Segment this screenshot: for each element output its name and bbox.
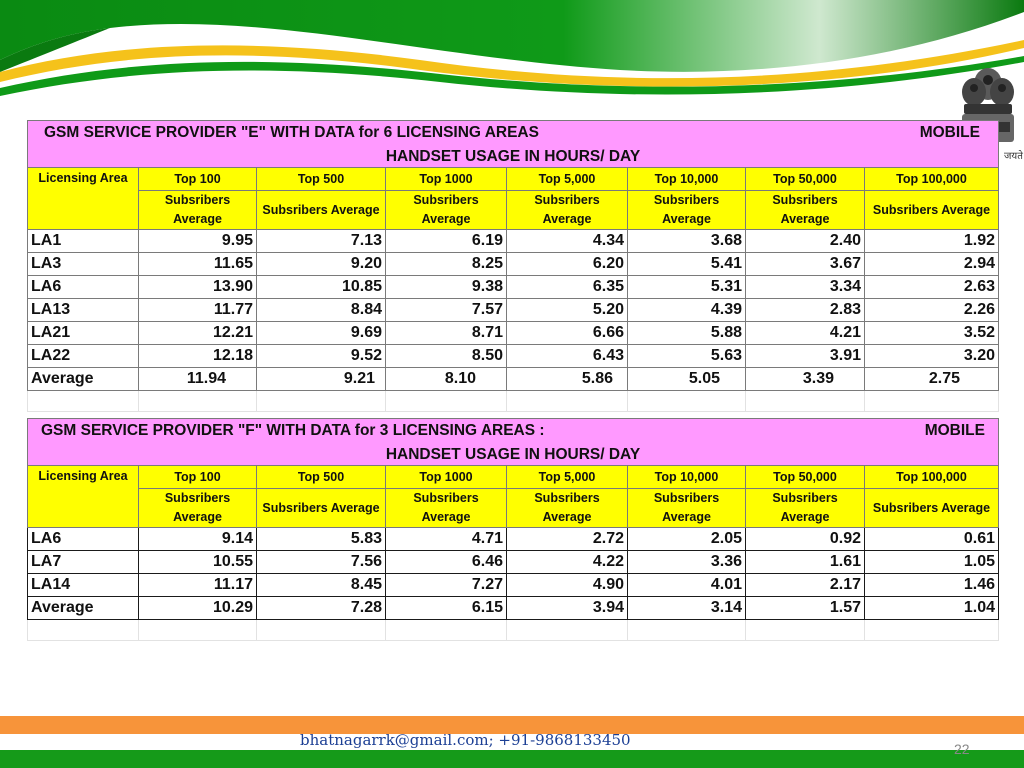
table-cell: 9.69	[257, 322, 386, 345]
footer-green-band	[0, 750, 1024, 768]
col-header-top50000: Top 50,000	[746, 466, 865, 489]
table-row	[28, 322, 999, 345]
provider-f-table	[27, 418, 999, 641]
licensing-area-header: Licensing Area	[28, 466, 139, 528]
table-cell: 9.20	[257, 253, 386, 276]
table-cell: 1.46	[865, 574, 999, 597]
table-cell: 3.34	[746, 276, 865, 299]
table-cell: 2.05	[628, 528, 746, 551]
provider-e-rows	[28, 230, 999, 368]
table-cell: 4.01	[628, 574, 746, 597]
header-banner	[0, 0, 1024, 130]
col-subheader: Subsribers Average	[746, 191, 865, 230]
provider-e-average-row	[28, 368, 999, 391]
page-number: 22	[954, 741, 970, 757]
table-cell: 7.27	[386, 574, 507, 597]
table-cell: 11.65	[139, 253, 257, 276]
table-cell: 8.84	[257, 299, 386, 322]
table-row	[28, 574, 999, 597]
col-header-top1000: Top 1000	[386, 168, 507, 191]
table-cell: 9.38	[386, 276, 507, 299]
provider-f-title-row	[28, 419, 999, 466]
table-cell: 8.45	[257, 574, 386, 597]
table-cell: 9.95	[139, 230, 257, 253]
table-cell: 1.57	[746, 597, 865, 620]
row-label: LA13	[28, 299, 139, 322]
col-header-top10000: Top 10,000	[628, 466, 746, 489]
licensing-area-header: Licensing Area	[28, 168, 139, 230]
table-cell: 7.13	[257, 230, 386, 253]
table-cell: 5.83	[257, 528, 386, 551]
col-subheader: Subsribers Average	[865, 191, 999, 230]
col-header-top50000: Top 50,000	[746, 168, 865, 191]
row-label: Average	[28, 368, 139, 391]
table-cell: 8.71	[386, 322, 507, 345]
col-header-top100000: Top 100,000	[865, 466, 999, 489]
col-subheader: Subsribers Average	[507, 191, 628, 230]
table-cell: 7.28	[257, 597, 386, 620]
table-cell: 11.77	[139, 299, 257, 322]
col-subheader: Subsribers Average	[386, 191, 507, 230]
row-label: LA3	[28, 253, 139, 276]
provider-f-rows	[28, 528, 999, 597]
table-cell: 7.56	[257, 551, 386, 574]
provider-f-subheader-row	[28, 489, 999, 528]
col-subheader: Subsribers Average	[628, 489, 746, 528]
col-subheader: Subsribers Average	[386, 489, 507, 528]
row-label: LA21	[28, 322, 139, 345]
table-cell: 12.18	[139, 345, 257, 368]
table-cell: 2.26	[865, 299, 999, 322]
provider-e-title-row	[28, 121, 999, 168]
provider-e-subheader-row	[28, 191, 999, 230]
table-cell: 4.22	[507, 551, 628, 574]
table-cell: 11.17	[139, 574, 257, 597]
contact-info: bhatnagarrk@gmail.com; +91-9868133450	[300, 731, 631, 749]
row-label: LA6	[28, 528, 139, 551]
row-label: LA1	[28, 230, 139, 253]
table-cell: 2.83	[746, 299, 865, 322]
col-header-top100: Top 100	[139, 466, 257, 489]
table-cell: 3.68	[628, 230, 746, 253]
table-cell: 6.15	[386, 597, 507, 620]
table-cell: 3.67	[746, 253, 865, 276]
table-cell: 5.88	[628, 322, 746, 345]
col-header-top10000: Top 10,000	[628, 168, 746, 191]
table-row	[28, 276, 999, 299]
table-row	[28, 551, 999, 574]
table-cell: 3.39	[746, 368, 865, 391]
col-header-top500: Top 500	[257, 466, 386, 489]
provider-f-header-row	[28, 466, 999, 489]
col-subheader: Subsribers Average	[865, 489, 999, 528]
col-subheader: Subsribers Average	[257, 191, 386, 230]
table-cell: 1.05	[865, 551, 999, 574]
table-cell: 7.57	[386, 299, 507, 322]
col-header-top500: Top 500	[257, 168, 386, 191]
row-label: LA6	[28, 276, 139, 299]
table-cell: 1.92	[865, 230, 999, 253]
table-cell: 5.41	[628, 253, 746, 276]
table-cell: 3.36	[628, 551, 746, 574]
provider-f-average-row	[28, 597, 999, 620]
col-subheader: Subsribers Average	[507, 489, 628, 528]
table-cell: 12.21	[139, 322, 257, 345]
table-cell: 2.94	[865, 253, 999, 276]
table-cell: 9.52	[257, 345, 386, 368]
table-cell: 8.25	[386, 253, 507, 276]
table-cell: 3.20	[865, 345, 999, 368]
table-cell: 9.21	[257, 368, 386, 391]
provider-f-title: GSM SERVICE PROVIDER "F" WITH DATA for 3 LICENSING AREAS :	[41, 422, 545, 439]
table-cell: 2.72	[507, 528, 628, 551]
table-cell: 6.46	[386, 551, 507, 574]
table-cell: 8.10	[386, 368, 507, 391]
spacer-row	[28, 391, 999, 412]
table-cell: 6.66	[507, 322, 628, 345]
table-cell: 10.85	[257, 276, 386, 299]
table-cell: 4.90	[507, 574, 628, 597]
provider-e-title: GSM SERVICE PROVIDER "E" WITH DATA for 6 LICENSING AREAS	[44, 124, 539, 141]
col-header-top100: Top 100	[139, 168, 257, 191]
row-label: LA22	[28, 345, 139, 368]
table-row	[28, 528, 999, 551]
table-cell: 6.35	[507, 276, 628, 299]
table-row	[28, 253, 999, 276]
table-cell: 6.43	[507, 345, 628, 368]
provider-e-mobile-label: MOBILE	[919, 124, 980, 141]
table-cell: 2.75	[865, 368, 999, 391]
table-cell: 5.05	[628, 368, 746, 391]
col-subheader: Subsribers Average	[746, 489, 865, 528]
col-header-top100000: Top 100,000	[865, 168, 999, 191]
emblem-motto: जयते	[1004, 151, 1023, 162]
table-row	[28, 230, 999, 253]
table-cell: 5.63	[628, 345, 746, 368]
table-cell: 4.39	[628, 299, 746, 322]
provider-f-subtitle: HANDSET USAGE IN HOURS/ DAY	[385, 446, 641, 463]
col-subheader: Subsribers Average	[628, 191, 746, 230]
table-cell: 11.94	[139, 368, 257, 391]
table-cell: 5.86	[507, 368, 628, 391]
table-cell: 6.19	[386, 230, 507, 253]
row-label: LA7	[28, 551, 139, 574]
table-cell: 2.17	[746, 574, 865, 597]
col-subheader: Subsribers Average	[139, 191, 257, 230]
table-cell: 4.34	[507, 230, 628, 253]
col-header-top5000: Top 5,000	[507, 466, 628, 489]
table-cell: 4.71	[386, 528, 507, 551]
table-cell: 3.94	[507, 597, 628, 620]
col-header-top1000: Top 1000	[386, 466, 507, 489]
provider-e-table	[27, 120, 999, 412]
col-subheader: Subsribers Average	[257, 489, 386, 528]
table-cell: 13.90	[139, 276, 257, 299]
table-cell: 3.52	[865, 322, 999, 345]
table-cell: 10.29	[139, 597, 257, 620]
table-cell: 5.31	[628, 276, 746, 299]
table-cell: 0.92	[746, 528, 865, 551]
table-cell: 2.40	[746, 230, 865, 253]
provider-f-mobile-label: MOBILE	[924, 422, 985, 439]
provider-e-subtitle: HANDSET USAGE IN HOURS/ DAY	[385, 148, 641, 165]
spacer-row	[28, 620, 999, 641]
row-label: Average	[28, 597, 139, 620]
table-row	[28, 299, 999, 322]
table-cell: 10.55	[139, 551, 257, 574]
row-label: LA14	[28, 574, 139, 597]
table-cell: 9.14	[139, 528, 257, 551]
table-cell: 3.91	[746, 345, 865, 368]
table-cell: 2.63	[865, 276, 999, 299]
table-cell: 8.50	[386, 345, 507, 368]
table-cell: 1.61	[746, 551, 865, 574]
provider-e-header-row	[28, 168, 999, 191]
table-row	[28, 345, 999, 368]
table-cell: 0.61	[865, 528, 999, 551]
table-cell: 1.04	[865, 597, 999, 620]
table-cell: 5.20	[507, 299, 628, 322]
table-cell: 6.20	[507, 253, 628, 276]
col-header-top5000: Top 5,000	[507, 168, 628, 191]
table-cell: 3.14	[628, 597, 746, 620]
table-cell: 4.21	[746, 322, 865, 345]
col-subheader: Subsribers Average	[139, 489, 257, 528]
